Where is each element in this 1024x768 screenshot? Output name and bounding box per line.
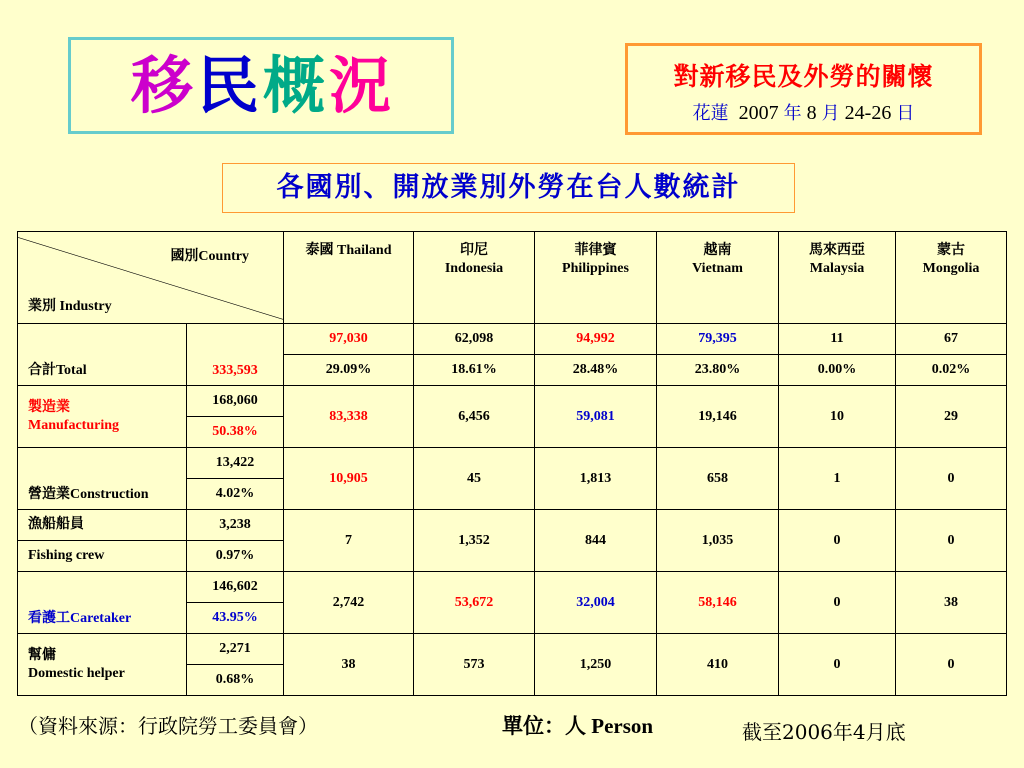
industry-label: 營造業Construction (18, 448, 187, 510)
table-cell: 7 (284, 510, 414, 572)
table-cell: 573 (414, 634, 535, 696)
header-indonesia: 印尼 Indonesia (414, 232, 535, 324)
table-cell: 67 (896, 324, 1007, 355)
table-cell: 23.80% (657, 355, 779, 386)
industry-label: 幫傭 Domestic helper (18, 634, 187, 696)
conference-date (628, 99, 979, 125)
conference-year: 2007 (738, 102, 779, 124)
table-row (18, 634, 1007, 665)
table-cell: 0.02% (896, 355, 1007, 386)
header-vietnam: 越南 Vietnam (657, 232, 779, 324)
table-cell: 0 (896, 448, 1007, 510)
table-cell: 2,742 (284, 572, 414, 634)
table-cell: 58,146 (657, 572, 779, 634)
industry-axis-label: 業別 Industry (28, 298, 112, 314)
table-cell: 0 (896, 634, 1007, 696)
table-cell: 1,250 (535, 634, 657, 696)
header-malaysia: 馬來西亞 Malaysia (779, 232, 896, 324)
table-cell: 0 (779, 634, 896, 696)
table-cell: 11 (779, 324, 896, 355)
header-corner (18, 232, 284, 324)
industry-label: 製造業 Manufacturing (18, 386, 187, 448)
industry-total: 146,602 (187, 572, 284, 603)
conference-days: 24-26 (844, 102, 892, 124)
table-row (18, 386, 1007, 417)
table-cell: 83,338 (284, 386, 414, 448)
total-label: 合計Total (18, 324, 187, 386)
table-cell: 28.48% (535, 355, 657, 386)
table-cell: 19,146 (657, 386, 779, 448)
industry-label: 看護工Caretaker (18, 572, 187, 634)
table-cell: 38 (896, 572, 1007, 634)
conference-box (625, 43, 982, 135)
industry-label-en: Fishing crew (18, 541, 187, 572)
industry-total: 13,422 (187, 448, 284, 479)
table-cell: 29 (896, 386, 1007, 448)
industry-percent: 43.95% (187, 603, 284, 634)
total-counts-row (18, 324, 1007, 355)
conference-month-unit: 月 (821, 103, 840, 124)
table-cell: 29.09% (284, 355, 414, 386)
table-subtitle: 各國別、開放業別外勞在台人數統計 (222, 163, 795, 213)
conference-year-unit: 年 (783, 103, 802, 124)
table-cell: 53,672 (414, 572, 535, 634)
industry-percent: 50.38% (187, 417, 284, 448)
unit-note (502, 710, 653, 740)
table-cell: 0 (779, 572, 896, 634)
source-note: （資料來源：行政院勞工委員會） (18, 714, 318, 738)
table-cell: 38 (284, 634, 414, 696)
title-char-4: 況 (329, 48, 392, 122)
industry-total: 168,060 (187, 386, 284, 417)
table-cell: 0.00% (779, 355, 896, 386)
table-row (18, 510, 1007, 541)
table-cell: 1,352 (414, 510, 535, 572)
table-cell: 32,004 (535, 572, 657, 634)
table-cell: 94,992 (535, 324, 657, 355)
industry-total: 2,271 (187, 634, 284, 665)
table-cell: 10 (779, 386, 896, 448)
table-cell: 18.61% (414, 355, 535, 386)
header-philippines: 菲律賓 Philippines (535, 232, 657, 324)
industry-percent: 0.97% (187, 541, 284, 572)
country-axis-label: 國別Country (170, 249, 249, 264)
table-cell: 6,456 (414, 386, 535, 448)
unit-en: Person (591, 714, 654, 738)
table-cell: 10,905 (284, 448, 414, 510)
table-cell: 45 (414, 448, 535, 510)
conference-month: 8 (806, 102, 817, 124)
table-cell: 62,098 (414, 324, 535, 355)
table-cell: 79,395 (657, 324, 779, 355)
industry-percent: 0.68% (187, 665, 284, 696)
header-mongolia: 蒙古 Mongolia (896, 232, 1007, 324)
table-cell: 1,035 (657, 510, 779, 572)
title-char-2: 民 (196, 48, 259, 122)
header-row (18, 232, 1007, 324)
table-row (18, 572, 1007, 603)
stats-table (17, 231, 1007, 696)
title-char-1: 移 (130, 48, 193, 122)
total-value: 333,593 (187, 324, 284, 386)
industry-total: 3,238 (187, 510, 284, 541)
conference-place: 花蓮 (692, 103, 729, 124)
unit-label: 單位：人 (502, 714, 586, 738)
table-cell: 844 (535, 510, 657, 572)
table-cell: 0 (779, 510, 896, 572)
table-cell: 1,813 (535, 448, 657, 510)
as-of-note: 截至2006年4月底 (742, 720, 906, 744)
table-cell: 1 (779, 448, 896, 510)
industry-percent: 4.02% (187, 479, 284, 510)
header-thailand: 泰國 Thailand (284, 232, 414, 324)
table-cell: 410 (657, 634, 779, 696)
industry-label-zh: 漁船船員 (18, 510, 187, 541)
table-cell: 97,030 (284, 324, 414, 355)
table-cell: 59,081 (535, 386, 657, 448)
conference-day-unit: 日 (896, 103, 915, 124)
table-cell: 658 (657, 448, 779, 510)
conference-title: 對新移民及外勞的關懷 (673, 62, 934, 91)
table-row (18, 448, 1007, 479)
title-char-3: 概 (263, 48, 326, 122)
table-cell: 0 (896, 510, 1007, 572)
title-box (68, 37, 454, 134)
